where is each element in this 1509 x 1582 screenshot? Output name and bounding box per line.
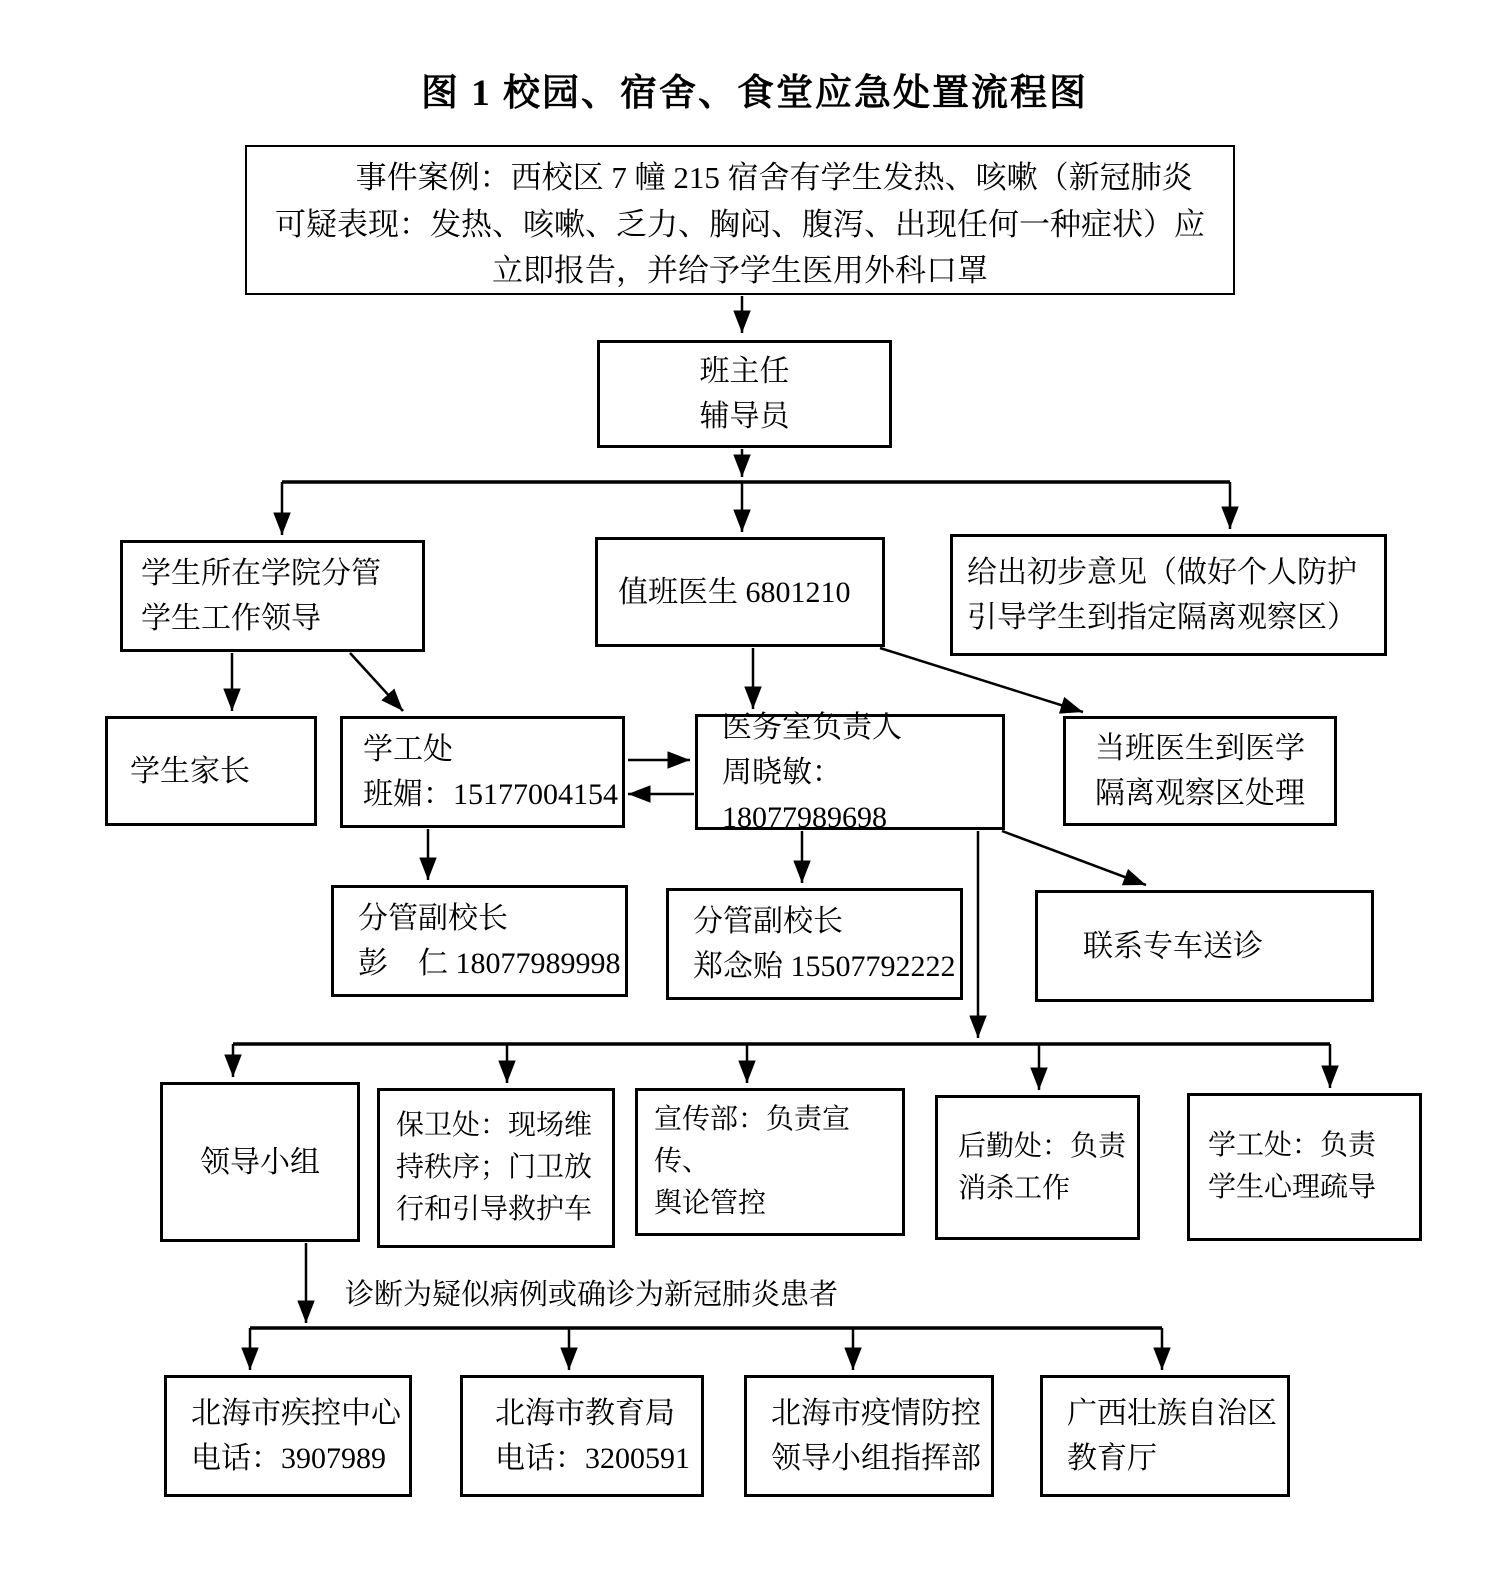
logistics-line1: 后勤处：负责 bbox=[958, 1130, 1127, 1162]
security-line3: 行和引导救护车 bbox=[396, 1194, 593, 1225]
node-logistics-office bbox=[935, 1095, 1140, 1240]
diagram-title: 图 1 校园、宿舍、食堂应急处置流程图 bbox=[421, 73, 1088, 114]
node-leading-group bbox=[160, 1082, 360, 1242]
college-leader-line2: 学生工作领导 bbox=[141, 602, 321, 635]
class-teacher-line2: 辅导员 bbox=[699, 400, 790, 433]
arrow-clinic-to-transport bbox=[1002, 831, 1146, 885]
education-bureau-line2: 电话：3200591 bbox=[495, 1442, 690, 1475]
psych-support-line1: 学工处：负责 bbox=[1208, 1130, 1377, 1161]
node-education-bureau bbox=[460, 1375, 704, 1497]
node-epidemic-hq bbox=[744, 1375, 994, 1497]
node-security-office bbox=[377, 1088, 615, 1248]
cdc-line1: 北海市疾控中心 bbox=[191, 1397, 401, 1430]
node-publicity-dept bbox=[635, 1088, 905, 1236]
education-bureau-line1: 北海市教育局 bbox=[495, 1397, 675, 1430]
node-vice-principal-peng bbox=[331, 885, 628, 997]
preliminary-opinion-line2: 引导学生到指定隔离观察区） bbox=[967, 601, 1357, 634]
node-on-duty-doctor-quarantine bbox=[1063, 716, 1337, 826]
clinic-director-line1: 医务室负责人 bbox=[722, 710, 902, 744]
parents-line1: 学生家长 bbox=[130, 754, 250, 788]
class-teacher-line1: 班主任 bbox=[699, 355, 790, 388]
student-affairs-line1: 学工处 bbox=[363, 733, 453, 766]
vp-zheng-line1: 分管副校长 bbox=[693, 905, 843, 938]
vp-peng-line1: 分管副校长 bbox=[358, 902, 508, 935]
student-affairs-line2: 班媚：15177004154 bbox=[363, 778, 618, 811]
quarantine-doctor-line2: 隔离观察区处理 bbox=[1095, 777, 1305, 810]
publicity-line1: 宣传部：负责宣传、 bbox=[654, 1104, 851, 1177]
node-cdc bbox=[164, 1375, 412, 1497]
publicity-line2: 舆论管控 bbox=[654, 1188, 767, 1219]
vp-peng-line2: 彭 仁 18077989998 bbox=[358, 947, 621, 980]
college-leader-line1: 学生所在学院分管 bbox=[141, 557, 381, 590]
node-student-affairs-office bbox=[340, 716, 625, 828]
duty-doctor-line1: 值班医生 6801210 bbox=[618, 575, 851, 609]
node-vice-principal-zheng bbox=[666, 888, 963, 1000]
logistics-line2: 消杀工作 bbox=[958, 1172, 1071, 1204]
diagnosis-label: 诊断为疑似病例或确诊为新冠肺炎患者 bbox=[345, 1279, 839, 1311]
node-preliminary-opinion bbox=[950, 534, 1387, 656]
leading-group-line1: 领导小组 bbox=[200, 1145, 320, 1179]
vp-zheng-line2: 郑念贻 15507792222 bbox=[693, 950, 956, 983]
cdc-line2: 电话：3907989 bbox=[191, 1442, 386, 1475]
quarantine-doctor-line1: 当班医生到医学 bbox=[1095, 732, 1305, 765]
node-education-department bbox=[1040, 1375, 1290, 1497]
node-class-teacher bbox=[597, 340, 892, 448]
node-arrange-transport bbox=[1035, 890, 1374, 1002]
security-line1: 保卫处：现场维 bbox=[396, 1110, 593, 1141]
epidemic-hq-line1: 北海市疫情防控 bbox=[771, 1397, 981, 1430]
preliminary-opinion-line1: 给出初步意见（做好个人防护 bbox=[967, 556, 1357, 589]
education-department-line2: 教育厅 bbox=[1067, 1442, 1157, 1475]
education-department-line1: 广西壮族自治区 bbox=[1067, 1397, 1277, 1430]
epidemic-hq-line2: 领导小组指挥部 bbox=[771, 1442, 981, 1475]
node-student-affairs-psych bbox=[1187, 1093, 1422, 1241]
psych-support-line2: 学生心理疏导 bbox=[1208, 1172, 1377, 1203]
node-college-student-affairs-leader bbox=[120, 540, 425, 652]
node-incident-case bbox=[245, 145, 1235, 295]
security-line2: 持秩序；门卫放 bbox=[396, 1152, 593, 1183]
clinic-director-line2: 周晓敏：18077989698 bbox=[722, 755, 887, 834]
arrow-college-leader-to-student-affairs bbox=[350, 653, 403, 711]
node-duty-doctor bbox=[595, 537, 885, 647]
node-student-parents bbox=[105, 716, 317, 826]
incident-text: 事件案例：西校区 7 幢 215 宿舍有学生发热、咳嗽（新冠肺炎可疑表现：发热、咳嗽、乏力、胸闷、腹泻、出现任何一种症状）应立即报告，并给予学生医用外科口罩 bbox=[275, 160, 1205, 288]
arrow-duty-doctor-to-quarantine-doctor bbox=[880, 648, 1083, 712]
transport-line1: 联系专车送诊 bbox=[1083, 929, 1263, 963]
node-clinic-director bbox=[695, 710, 1005, 834]
